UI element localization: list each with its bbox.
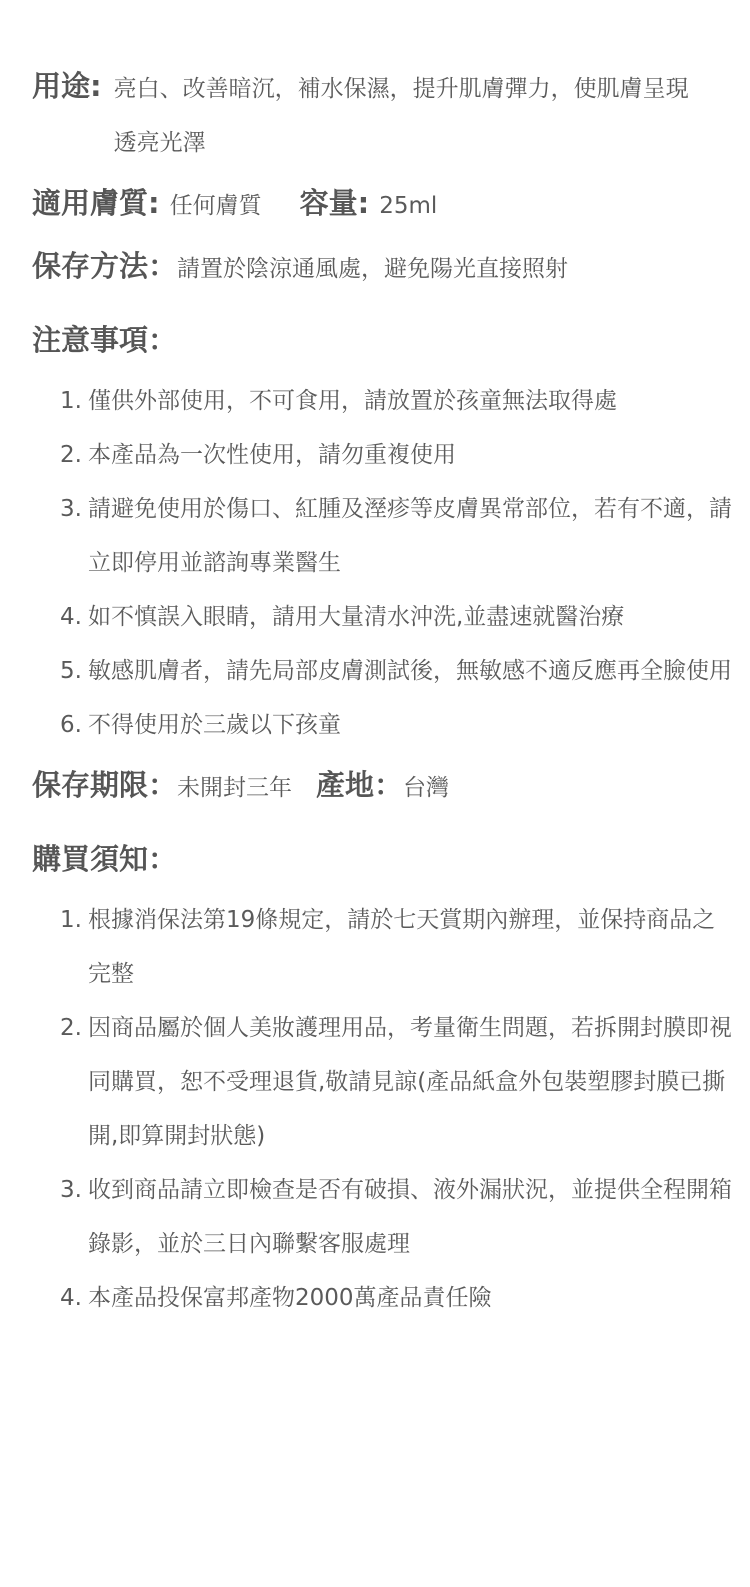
capacity-value: 25ml — [379, 193, 438, 219]
notes-list — [32, 374, 732, 752]
skin-capacity-row — [32, 176, 732, 233]
usage-label: 用途: — [32, 69, 102, 103]
product-info — [32, 62, 732, 1325]
origin-value: 台灣 — [403, 775, 450, 801]
item-text: 因商品屬於個人美妝護理用品，考量衛生問題，若拆開封膜即視同購買，恕不受理退貨,敬請見諒(產品紙盒外包裝塑膠封膜已撕開,即算開封狀態) — [88, 1015, 732, 1149]
storage-value: 請置於陰涼通風處，避免陽光直接照射 — [177, 256, 569, 282]
item-number: 3. — [60, 496, 82, 522]
list-item — [32, 590, 732, 644]
list-item — [32, 374, 732, 428]
origin-label: 產地： — [316, 768, 404, 802]
storage-label: 保存方法： — [32, 249, 178, 283]
usage-text: 亮白、改善暗沉，補水保濕，提升肌膚彈力，使肌膚呈現透亮光澤 — [113, 76, 689, 156]
list-item — [32, 1271, 732, 1325]
usage-row — [32, 62, 732, 170]
item-number: 2. — [60, 442, 82, 468]
item-text: 僅供外部使用，不可食用，請放置於孩童無法取得處 — [88, 388, 617, 414]
item-text: 如不慎誤入眼睛，請用大量清水沖洗,並盡速就醫治療 — [88, 604, 625, 630]
list-item — [32, 1163, 732, 1271]
item-number: 2. — [60, 1015, 82, 1041]
list-item — [32, 644, 732, 698]
item-number: 5. — [60, 658, 82, 684]
item-text: 本產品投保富邦產物2000萬產品責任險 — [88, 1285, 492, 1311]
list-item — [32, 428, 732, 482]
item-text: 敏感肌膚者，請先局部皮膚測試後，無敏感不適反應再全臉使用 — [88, 658, 732, 684]
item-text: 本產品為一次性使用，請勿重複使用 — [88, 442, 456, 468]
item-number: 4. — [60, 604, 82, 630]
item-number: 4. — [60, 1285, 82, 1311]
list-item — [32, 893, 732, 1001]
purchase-title: 購買須知： — [32, 842, 178, 876]
item-number: 1. — [60, 388, 82, 414]
skin-type-value: 任何膚質 — [169, 193, 262, 219]
skin-type-label: 適用膚質: — [32, 186, 160, 220]
item-number: 1. — [60, 907, 82, 933]
item-text: 根據消保法第19條規定，請於七天賞期內辦理，並保持商品之完整 — [88, 907, 716, 987]
purchase-list — [32, 893, 732, 1325]
item-number: 6. — [60, 712, 82, 738]
notes-title: 注意事項： — [32, 323, 178, 357]
item-text: 收到商品請立即檢查是否有破損、液外漏狀況，並提供全程開箱錄影，並於三日內聯繫客服處理 — [88, 1177, 732, 1257]
list-item — [32, 482, 732, 590]
capacity-label: 容量: — [299, 186, 370, 220]
shelf-life-value: 未開封三年 — [177, 775, 293, 801]
list-item — [32, 698, 732, 752]
item-text: 不得使用於三歲以下孩童 — [88, 712, 341, 738]
list-item — [32, 1001, 732, 1163]
shelf-origin-row — [32, 758, 732, 815]
shelf-life-label: 保存期限： — [32, 768, 178, 802]
item-text: 請避免使用於傷口、紅腫及溼疹等皮膚異常部位，若有不適，請立即停用並諮詢專業醫生 — [88, 496, 732, 576]
storage-row — [32, 239, 732, 296]
item-number: 3. — [60, 1177, 82, 1203]
